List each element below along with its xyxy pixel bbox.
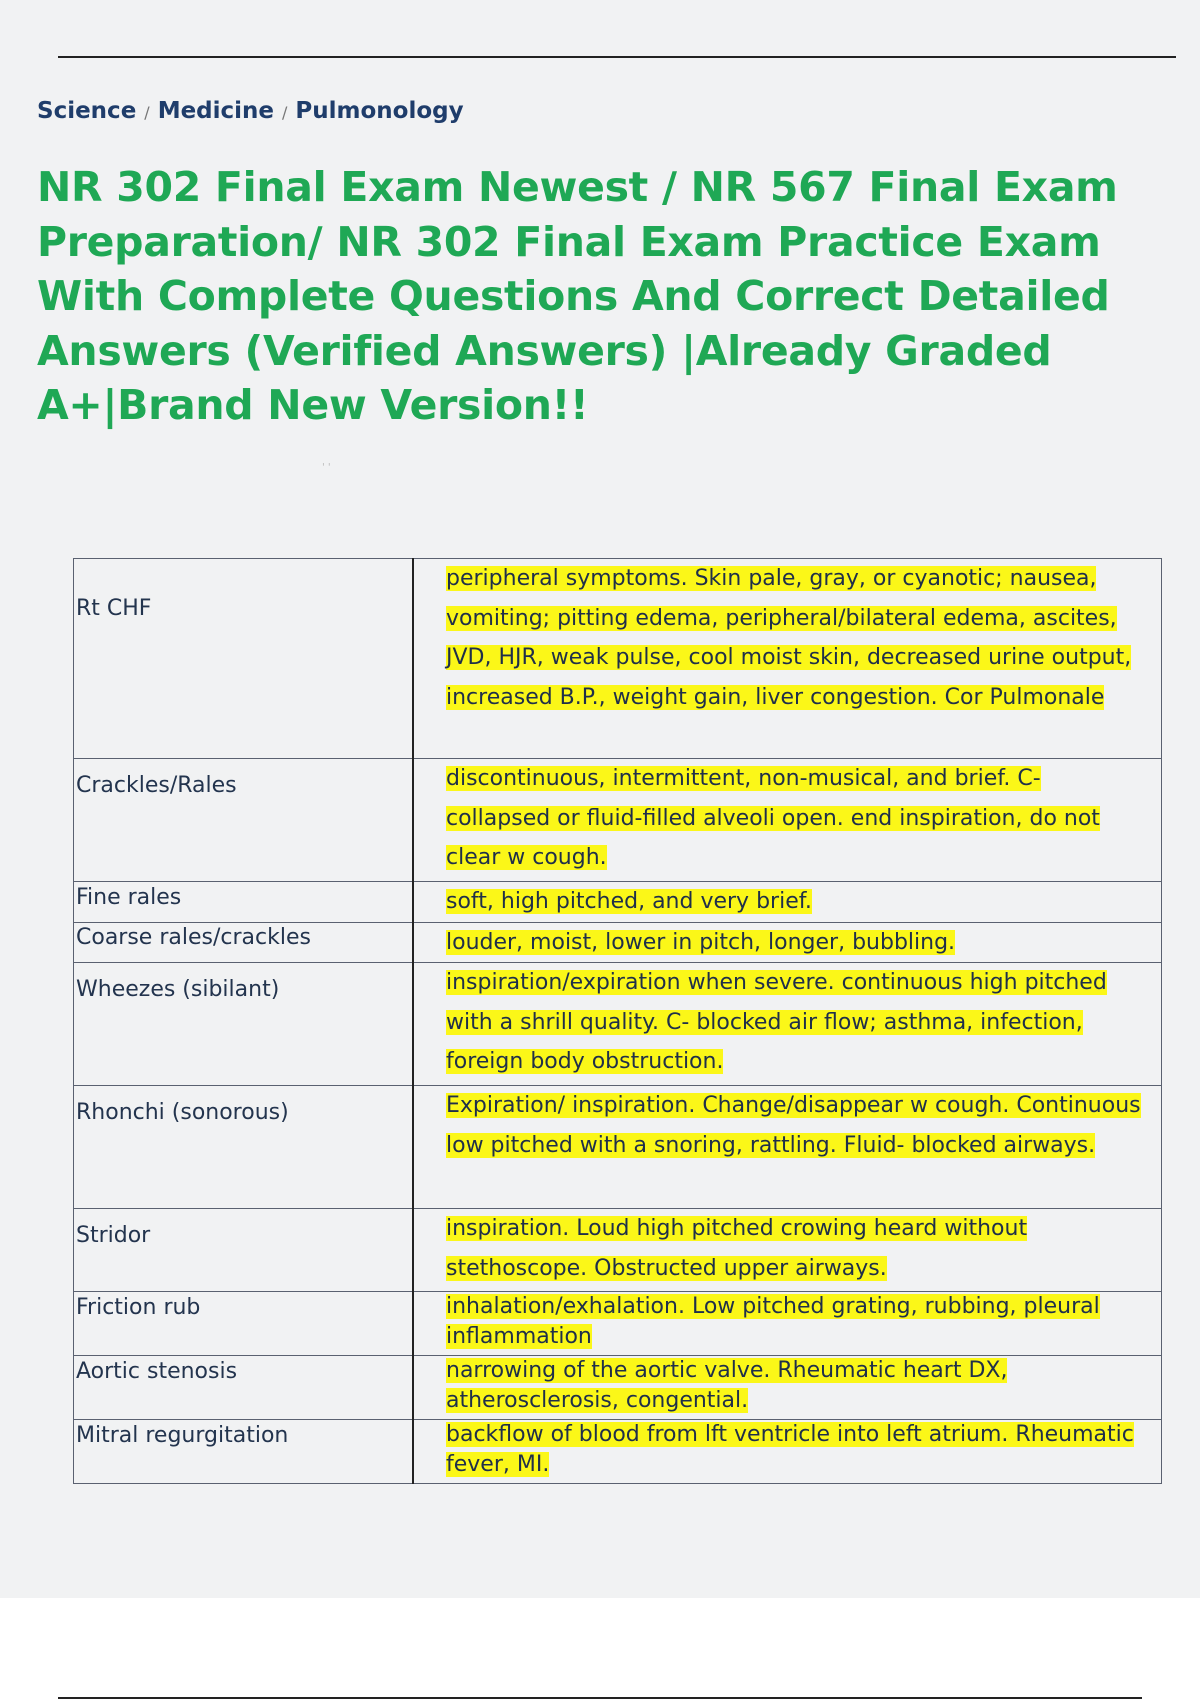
table-row — [74, 1292, 1162, 1356]
breadcrumb-item-medicine[interactable]: Medicine — [157, 98, 275, 124]
term-cell: Aortic stenosis — [76, 1359, 238, 1384]
table-row — [74, 1356, 1162, 1420]
definition-cell: discontinuous, intermittent, non-musical, and brief. C- collapsed or fluid-filled alveoli open. end inspiration, do not clear w cough. — [446, 766, 1100, 870]
definition-cell: inhalation/exhalation. Low pitched grating, rubbing, pleural inflammation — [446, 1294, 1100, 1349]
top-divider — [58, 56, 1176, 58]
definition-cell: narrowing of the aortic valve. Rheumatic heart DX, atherosclerosis, congential. — [446, 1358, 1008, 1413]
bottom-divider — [58, 1697, 1142, 1699]
table-row — [74, 882, 1162, 923]
term-cell: Crackles/Rales — [76, 773, 237, 798]
term-cell: Stridor — [76, 1223, 151, 1248]
term-cell: Rt CHF — [76, 596, 152, 621]
term-cell: Rhonchi (sonorous) — [76, 1100, 289, 1125]
table-row — [74, 1420, 1162, 1484]
breadcrumb — [37, 98, 464, 124]
term-cell: Coarse rales/crackles — [76, 924, 311, 950]
table-row — [74, 759, 1162, 882]
term-cell: Mitral regurgitation — [76, 1423, 289, 1448]
table-row — [74, 922, 1162, 963]
term-cell: Fine rales — [76, 885, 182, 910]
definition-cell: inspiration. Loud high pitched crowing heard without stethoscope. Obstructed upper airways. — [446, 1216, 1028, 1281]
document-title: NR 302 Final Exam Newest / NR 567 Final Exam Preparation/ NR 302 Final Exam Practice Exam With Complete Questions And Correct Detailed Answers (Verified Answers) |Already Graded A+|Brand New Version!! — [37, 163, 1118, 429]
term-cell: Friction rub — [76, 1295, 201, 1320]
study-table — [73, 558, 1162, 1484]
breadcrumb-item-pulmonology[interactable]: Pulmonology — [295, 98, 464, 124]
breadcrumb-separator: / — [144, 103, 150, 122]
definition-cell: peripheral symptoms. Skin pale, gray, or cyanotic; nausea, vomiting; pitting edema, peripheral/bilateral edema, ascites, JVD, HJR, weak pulse, cool moist skin, decreased urine output, increased B.P., weight gain, liver congestion. Cor Pulmonale — [446, 566, 1132, 710]
definition-cell: Expiration/ inspiration. Change/disappear w cough. Continuous low pitched with a snoring, rattling. Fluid- blocked airways. — [446, 1093, 1141, 1158]
definition-cell: soft, high pitched, and very brief. — [446, 889, 812, 914]
breadcrumb-separator: / — [282, 103, 288, 122]
definition-cell: backflow of blood from lft ventricle into left atrium. Rheumatic fever, MI. — [446, 1422, 1134, 1477]
definition-cell: inspiration/expiration when severe. continuous high pitched with a shrill quality. C- blocked air flow; asthma, infection, foreign body obstruction. — [446, 970, 1107, 1074]
breadcrumb-item-science[interactable]: Science — [37, 98, 137, 124]
faint-mark: ' ' — [322, 462, 331, 473]
table-row — [74, 1209, 1162, 1292]
definition-cell: louder, moist, lower in pitch, longer, bubbling. — [446, 929, 956, 955]
table-row — [74, 963, 1162, 1086]
table-row — [74, 1086, 1162, 1209]
table-row — [74, 559, 1162, 759]
term-cell: Wheezes (sibilant) — [76, 977, 280, 1002]
